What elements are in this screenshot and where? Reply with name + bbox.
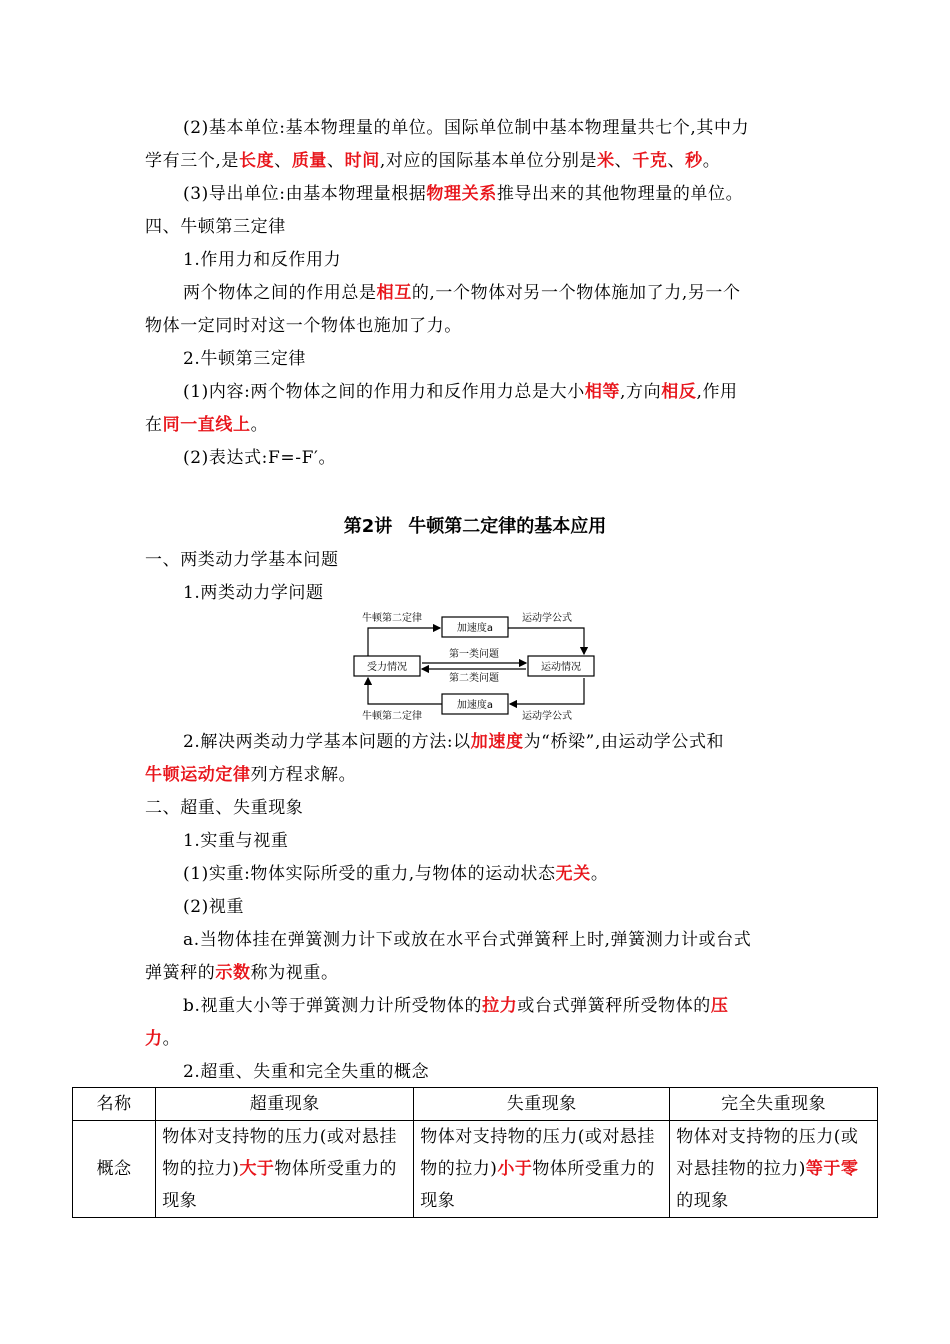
pressure-term-b: 力 [145,1029,163,1049]
top-left-arrow [368,628,440,656]
period: 。 [250,415,269,435]
header-name: 名称 [73,1088,156,1121]
diagram-top-left-label: 牛顿第二定律 [362,613,422,624]
mutual-force-line1 [183,282,741,304]
cell-text: 物体对支持物的压力(或对悬挂物的拉力) [676,1127,859,1179]
method-line2 [145,764,356,786]
diagram-bottom-right-label: 运动学公式 [522,711,572,722]
header-weightless: 完全失重现象 [670,1088,878,1121]
method-text3: 列方程求解。 [250,765,357,785]
apparent-b-line1 [183,995,729,1017]
kilogram-term: 千克 [632,151,668,171]
zero-term: 等于零 [805,1159,859,1179]
content-text2: ,方向 [620,382,662,402]
unrelated-term: 无关 [555,864,591,884]
mutual-force-line2: 物体一定同时对这一个物体也施加了力。 [145,316,462,336]
opposite-term: 相反 [661,382,697,402]
base-unit-line2 [145,150,720,172]
content-text: (1)内容:两个物体之间的作用力和反作用力总是大小 [183,382,585,402]
table-row [73,1121,878,1218]
newton-law-term: 牛顿运动定律 [145,765,251,785]
cell-text: 物体所受重力的现象 [420,1159,655,1211]
top-right-arrow [508,628,584,654]
base-unit-text2: 学有三个,是 [145,151,240,171]
acceleration-term: 加速度 [470,732,524,752]
cell-overweight [156,1121,414,1218]
base-unit-text3: ,对应的国际基本单位分别是 [379,151,598,171]
partB-heading: 二、超重、失重现象 [145,798,304,818]
bottom-right-arrow [510,678,584,704]
period: 。 [590,864,609,884]
apparent-text2: 称为视重。 [250,963,339,983]
physical-relation-term: 物理关系 [426,184,497,204]
lecture-number: 第2讲 [343,516,393,537]
header-underweight: 失重现象 [414,1088,670,1121]
separator: 、 [614,151,633,171]
cell-text: 物体对支持物的压力(或对悬挂物的拉力) [162,1127,397,1179]
diagram-left-box-label: 受力情况 [367,662,407,673]
dynamics-flow-diagram [350,606,600,722]
derived-unit-text2: 推导出来的其他物理量的单位。 [496,184,744,204]
mutual-term: 相互 [376,283,412,303]
second-term: 秒 [685,151,703,171]
derived-unit-line [183,183,743,205]
actual-weight-line [183,863,608,885]
reading-term: 示数 [215,963,251,983]
mutual-text2: 的,一个物体对另一个物体施加了力,另一个 [411,283,741,303]
weight-concepts-table [72,1087,878,1218]
row-label: 概念 [73,1121,156,1218]
time-term: 时间 [344,151,380,171]
content-text4: 在 [145,415,163,435]
method-text: 2.解决两类动力学基本问题的方法:以 [183,732,471,752]
separator: 、 [274,151,292,171]
apparent-b-text2: 或台式弹簧秤所受物体的 [517,996,711,1016]
apparent-weight-heading: (2)视重 [183,897,245,917]
partA-heading: 一、两类动力学基本问题 [145,550,339,570]
diagram-bottom-box-label: 加速度a [456,700,494,711]
apparent-a-line2 [145,962,339,984]
apparent-a-line1: a.当物体挂在弹簧测力计下或放在水平台式弹簧秤上时,弹簧测力计或台式 [183,930,752,950]
partA-sub1: 1.两类动力学问题 [183,583,324,603]
method-text2: 为“桥梁”,由运动学公式和 [523,732,725,752]
equal-term: 相等 [584,382,621,402]
section4-sub1: 1.作用力和反作用力 [183,250,342,270]
partB-sub1: 1.实重与视重 [183,831,289,851]
diagram-bottom-left-label: 牛顿第二定律 [362,711,422,722]
diagram-mid-top-label: 第一类问题 [449,649,499,660]
mutual-text: 两个物体之间的作用总是 [183,283,377,303]
third-law-content-line1 [183,381,738,403]
cell-weightless [670,1121,878,1218]
header-overweight: 超重现象 [156,1088,414,1121]
same-line-term: 同一直线上 [162,415,251,435]
diagram-mid-bottom-label: 第二类问题 [449,673,499,684]
cell-text: 物体对支持物的压力(或对悬挂物的拉力) [420,1127,655,1179]
derived-unit-text: (3)导出单位:由基本物理量根据 [183,184,427,204]
third-law-content-line2 [145,414,268,436]
partB-sub2: 2.超重、失重和完全失重的概念 [183,1062,430,1082]
section4-sub2: 2.牛顿第三定律 [183,349,307,369]
base-unit-text: (2)基本单位:基本物理量的单位。国际单位制中基本物理量共七个,其中力 [183,118,750,138]
apparent-b-text: b.视重大小等于弹簧测力计所受物体的 [183,996,483,1016]
cell-text: 物体所受重力的现象 [162,1159,397,1211]
separator: 、 [327,151,345,171]
mass-term: 质量 [291,151,328,171]
greater-term: 大于 [239,1159,275,1179]
lecture-name: 牛顿第二定律的基本应用 [408,516,607,537]
diagram-top-box-label: 加速度a [456,623,494,634]
cell-underweight [414,1121,670,1218]
diagram-right-box-label: 运动情况 [541,662,581,673]
third-law-expression: (2)表达式:F=-F′。 [183,448,337,468]
table-header-row [73,1088,878,1121]
content-text3: ,作用 [696,382,738,402]
length-term: 长度 [239,151,275,171]
less-term: 小于 [497,1159,533,1179]
period: 。 [702,151,721,171]
method-line1 [183,731,724,753]
lecture-title [0,512,950,538]
base-unit-line1 [183,117,749,139]
separator: 、 [667,151,686,171]
bottom-left-arrow [368,678,442,704]
apparent-b-line2 [145,1028,180,1050]
actual-weight-text: (1)实重:物体实际所受的重力,与物体的运动状态 [183,864,556,884]
diagram-top-right-label: 运动学公式 [522,613,572,624]
section4-heading: 四、牛顿第三定律 [145,217,286,237]
tension-term: 拉力 [482,996,518,1016]
period: 。 [162,1029,181,1049]
cell-text: 的现象 [676,1191,729,1211]
pressure-term-a: 压 [710,996,729,1016]
meter-term: 米 [597,151,615,171]
apparent-text: 弹簧秤的 [145,963,216,983]
